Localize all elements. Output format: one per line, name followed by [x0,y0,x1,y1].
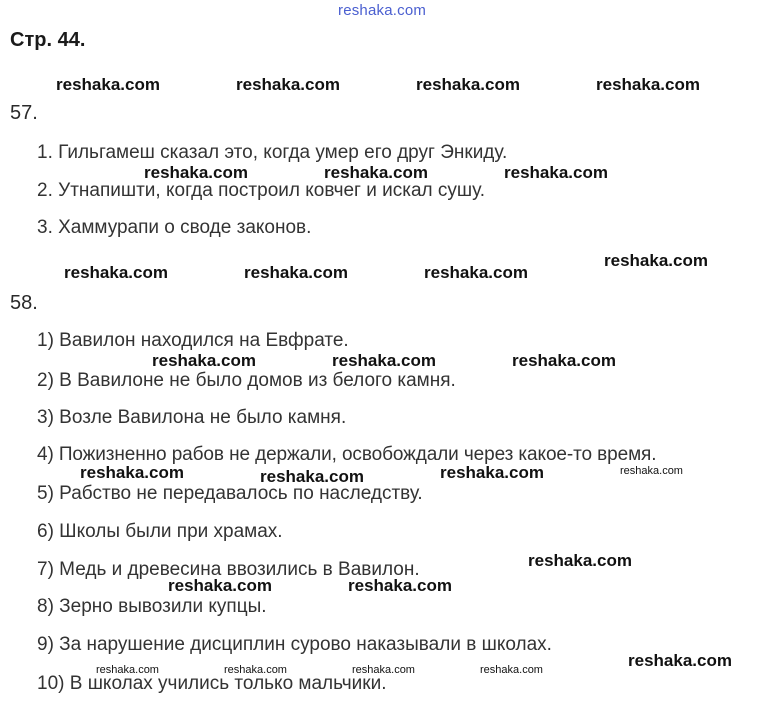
watermark: reshaka.com [596,75,700,94]
watermark: reshaka.com [324,163,428,182]
watermark: reshaka.com [620,465,683,477]
task-58-answer-6: 6) Школы были при храмах. [37,521,283,542]
task-57-answer-3: 3. Хаммурапи о своде законов. [37,217,312,238]
task-58-answer-1: 1) Вавилон находился на Евфрате. [37,330,349,351]
watermark: reshaka.com [244,263,348,282]
watermark: reshaka.com [64,263,168,282]
watermark: reshaka.com [236,75,340,94]
watermark: reshaka.com [504,163,608,182]
task-58-answer-9: 9) За нарушение дисциплин сурово наказывали в школах. [37,634,552,655]
watermark: reshaka.com [56,75,160,94]
watermark: reshaka.com [260,467,364,486]
watermark: reshaka.com [480,664,543,676]
task-58-answer-5: 5) Рабство не передавалось по наследству. [37,483,423,504]
watermark: reshaka.com [348,576,452,595]
task-57-answer-1: 1. Гильгамеш сказал это, когда умер его друг Энкиду. [37,142,508,163]
watermark: reshaka.com [152,351,256,370]
site-watermark: reshaka.com [338,2,427,19]
task-58-answer-2: 2) В Вавилоне не было домов из белого камня. [37,370,456,391]
watermark: reshaka.com [352,664,415,676]
watermark: reshaka.com [168,576,272,595]
task-58-answer-4: 4) Пожизненно рабов не держали, освобождали через какое-то время. [37,444,657,465]
watermark: reshaka.com [628,651,732,670]
watermark: reshaka.com [96,664,159,676]
watermark: reshaka.com [144,163,248,182]
task-58-number: 58. [10,292,38,314]
watermark: reshaka.com [528,551,632,570]
task-58-answer-3: 3) Возле Вавилона не было камня. [37,407,347,428]
watermark: reshaka.com [224,664,287,676]
watermark: reshaka.com [424,263,528,282]
task-57-answer-2: 2. Утнапишти, когда построил ковчег и искал сушу. [37,180,486,201]
watermark: reshaka.com [80,463,184,482]
watermark: reshaka.com [416,75,520,94]
watermark: reshaka.com [440,463,544,482]
task-58-answer-7: 7) Медь и древесина ввозились в Вавилон. [37,559,420,580]
watermark: reshaka.com [604,251,708,270]
task-58-answer-8: 8) Зерно вывозили купцы. [37,596,267,617]
task-57-number: 57. [10,102,38,124]
watermark: reshaka.com [512,351,616,370]
task-58-answer-10: 10) В школах учились только мальчики. [37,673,387,694]
watermark: reshaka.com [332,351,436,370]
page-title: Стр. 44. [10,29,86,51]
